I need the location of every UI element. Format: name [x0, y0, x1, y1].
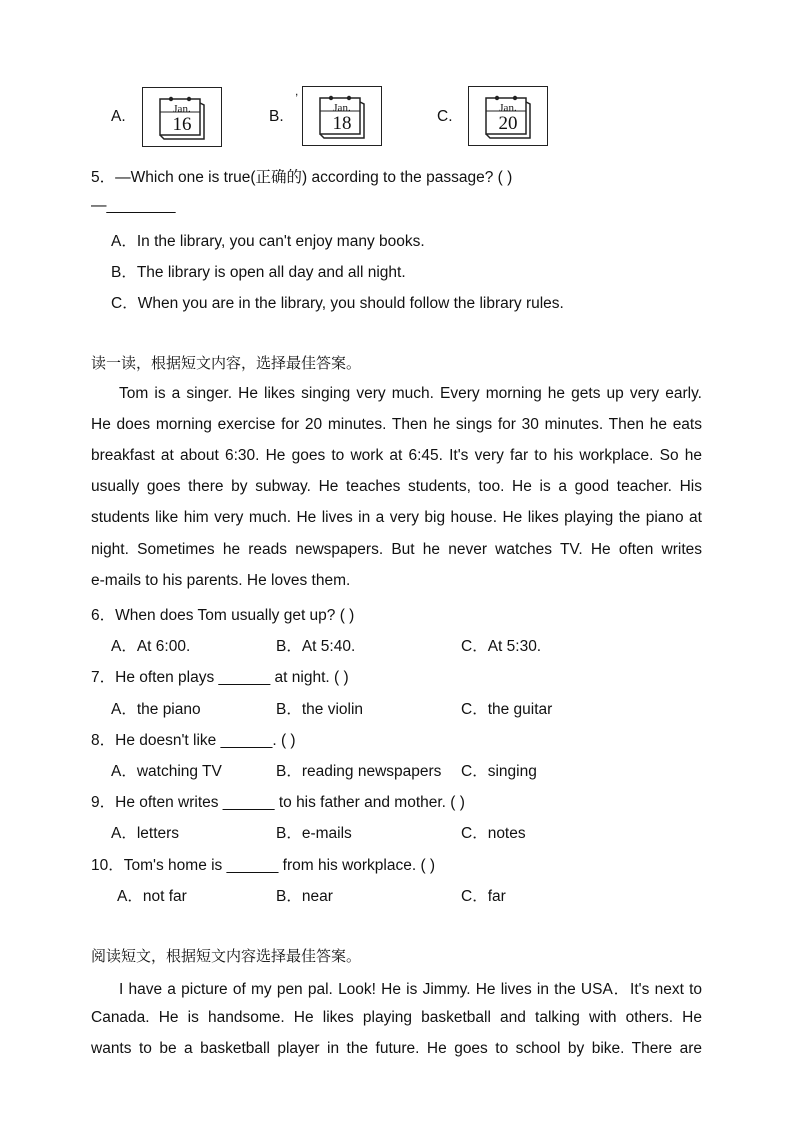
q8-option-a: A．watching TV: [111, 763, 222, 780]
q9-option-a: A．letters: [111, 825, 180, 842]
section2-heading: 读一读，根据短文内容，选择最佳答案。: [91, 354, 362, 372]
q10-stem: 10．Tom's home is ______ from his workplace. ( ): [91, 857, 436, 874]
q10-option-c: C．far: [461, 888, 506, 905]
section2-passage-line: usually goes there by subway. He teaches students, too. He is a good teacher. His: [91, 478, 702, 495]
q6-option-b: B．At 5:40.: [276, 638, 356, 655]
calendar-month: Jan.: [173, 103, 191, 115]
q4-option-a-letter: A.: [111, 108, 126, 125]
calendar-day: 16: [172, 114, 192, 135]
q6-stem: 6．When does Tom usually get up? ( ): [91, 607, 355, 624]
q7-option-b: B．the violin: [276, 701, 364, 718]
calendar-icon: [317, 93, 367, 139]
q10-option-b: B．near: [276, 888, 333, 905]
q6-option-a: A．At 6:00.: [111, 638, 191, 655]
q4-option-c-letter: C.: [437, 108, 453, 125]
stray-comma-mark: ,: [295, 84, 299, 98]
q9-option-b: B．e-mails: [276, 825, 352, 842]
section2-passage-line: e-mails to his parents. He loves them.: [91, 572, 351, 589]
calendar-month: Jan.: [499, 102, 517, 114]
section2-passage-line: students like him very much. He lives in a very big house. He likes playing the piano at: [91, 509, 702, 526]
section3-heading: 阅读短文，根据短文内容选择最佳答案。: [91, 947, 362, 965]
q4-option-c-calendar: [468, 86, 548, 146]
q9-stem: 9．He often writes ______ to his father and mother. ( ): [91, 794, 465, 811]
calendar-day: 18: [332, 113, 352, 134]
q5-option-a: A．In the library, you can't enjoy many books.: [111, 233, 425, 250]
q5-option-c: C．When you are in the library, you should follow the library rules.: [111, 295, 564, 312]
q5-option-b: B．The library is open all day and all night.: [111, 264, 406, 281]
q6-option-c: C．At 5:30.: [461, 638, 542, 655]
calendar-day: 20: [498, 113, 518, 134]
q7-option-c: C．the guitar: [461, 701, 553, 718]
calendar-icon: [157, 94, 207, 140]
q8-option-b: B．reading newspapers: [276, 763, 442, 780]
q10-option-a: A．not far: [117, 888, 187, 905]
calendar-month: Jan.: [333, 102, 351, 114]
section3-passage-line: Canada. He is handsome. He likes playing basketball and talking with others. He: [91, 1009, 702, 1026]
section2-passage-line: breakfast at about 6:30. He goes to work at 6:45. It's very far to his workplace. So he: [91, 447, 702, 464]
section3-passage-line: I have a picture of my pen pal. Look! He is Jimmy. He lives in the USA．It's next to: [119, 981, 702, 998]
section2-passage-line: night. Sometimes he reads newspapers. But he never watches TV. He often writes: [91, 541, 702, 558]
q7-option-a: A．the piano: [111, 701, 201, 718]
calendar-icon: [483, 93, 533, 139]
q8-option-c: C．singing: [461, 763, 537, 780]
q7-stem: 7．He often plays ______ at night. ( ): [91, 669, 349, 686]
q5-answer-line: —________: [91, 197, 176, 214]
q8-stem: 8．He doesn't like ______. ( ): [91, 732, 296, 749]
q4-option-a-calendar: [142, 87, 222, 147]
q4-option-b-calendar: [302, 86, 382, 146]
section2-passage-line: Tom is a singer. He likes singing very much. Every morning he gets up very early.: [119, 385, 702, 402]
q9-option-c: C．notes: [461, 825, 526, 842]
section3-passage-line: wants to be a basketball player in the future. He goes to school by bike. There are: [91, 1040, 702, 1057]
section2-passage-line: He does morning exercise for 20 minutes. Then he sings for 30 minutes. Then he eats: [91, 416, 702, 433]
q4-option-b-letter: B.: [269, 108, 284, 125]
q5-stem: 5．—Which one is true(正确的) according to the passage? ( ): [91, 169, 513, 186]
